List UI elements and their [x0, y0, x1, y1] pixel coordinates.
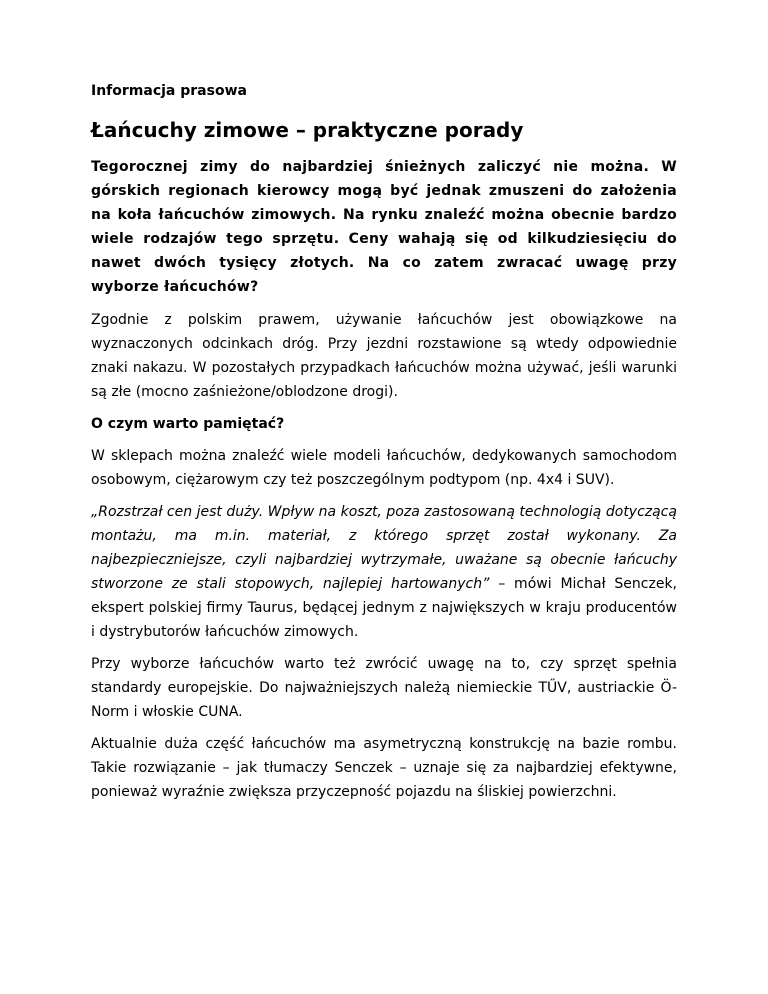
section-heading: O czym warto pamiętać?: [91, 416, 285, 432]
document-page: [91, 82, 677, 812]
lead-paragraph: Tegorocznej zimy do najbardziej śnieżnych zaliczyć nie można. W górskich regionach kierowcy mogą być jednak zmuszeni do założenia na koła łańcuchów zimowych. Na rynku znaleźć można obecnie bardzo wiele rodzajów tego sprzętu. Ceny wahają się od kilkudziesięciu do nawet dwóch tysięcy złotych. Na co zatem zwracać uwagę przy wyborze łańcuchów?: [91, 159, 677, 295]
expert-quote: „Rozstrzał cen jest duży. Wpływ na koszt, poza zastosowaną technologią dotyczącą montażu, ma m.in. materiał, z którego sprzęt został wykonany. Za najbezpieczniejsze, czyli najbardziej wytrzymałe, uważane są obecnie łańcuchy stworzone ze stali stopowych, najlepiej hartowanych”: [91, 504, 677, 592]
page-title: Łańcuchy zimowe – praktyczne porady: [91, 118, 524, 142]
paragraph-construction: Aktualnie duża część łańcuchów ma asymetryczną konstrukcję na bazie rombu. Takie rozwiązanie – jak tłumaczy Senczek – uznaje się za najbardziej efektywne, ponieważ wyraźnie zwiększa przyczepność pojazdu na śliskiej powierzchni.: [91, 736, 677, 800]
quote-attribution: – mówi Michał Senczek, ekspert polskiej firmy Taurus, będącej jednym z największych w kraju producentów i dystrybutorów łańcuchów zimowych.: [91, 576, 678, 640]
quote-paragraph: [91, 500, 677, 644]
paragraph-models: W sklepach można znaleźć wiele modeli łańcuchów, dedykowanych samochodom osobowym, ciężarowym czy też poszczególnym podtypom (np. 4x4 i SUV).: [91, 448, 677, 488]
paragraph-law: Zgodnie z polskim prawem, używanie łańcuchów jest obowiązkowe na wyznaczonych odcinkach dróg. Przy jezdni rozstawione są wtedy odpowiednie znaki nakazu. W pozostałych przypadkach łańcuchów można używać, jeśli warunki są złe (mocno zaśnieżone/oblodzone drogi).: [91, 312, 677, 400]
paragraph-standards: Przy wyborze łańcuchów warto też zwrócić uwagę na to, czy sprzęt spełnia standardy europejskie. Do najważniejszych należą niemieckie TŰV, austriackie Ö-Norm i włoskie CUNA.: [91, 656, 677, 720]
press-release-label: Informacja prasowa: [91, 83, 247, 99]
